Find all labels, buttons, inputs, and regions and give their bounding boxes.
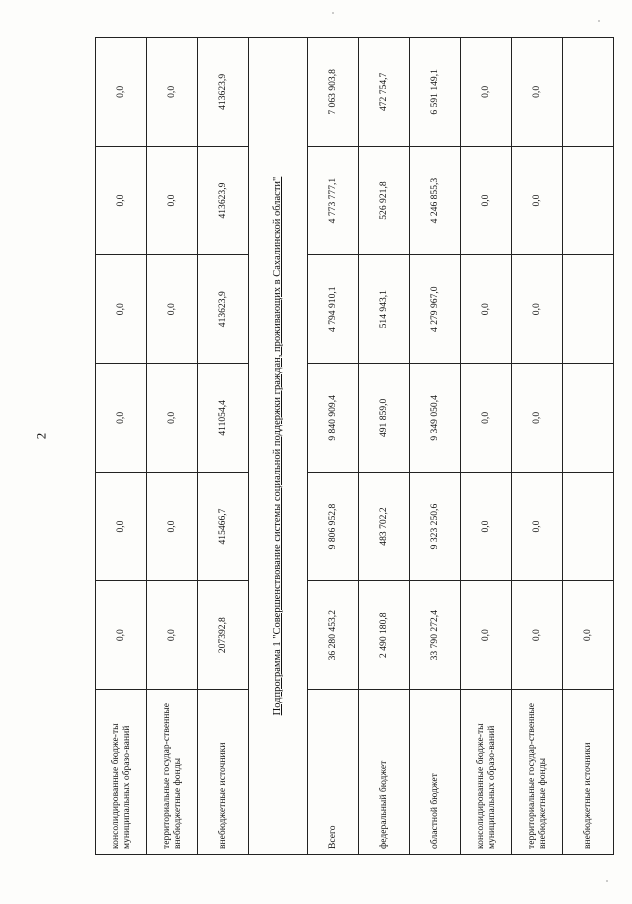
row-label: федеральный бюджет	[359, 690, 410, 855]
table-cell: 413623,9	[198, 255, 249, 364]
table-row	[461, 38, 512, 855]
rotated-table-wrapper	[95, 37, 620, 855]
table-cell: 0,0	[147, 146, 198, 255]
table-cell: 0,0	[96, 146, 147, 255]
row-label: консолидированные бюдже-ты муниципальных образо-ваний	[96, 690, 147, 855]
table-cell	[563, 364, 614, 473]
table-cell: 472 754,7	[359, 38, 410, 147]
table-cell: 0,0	[512, 581, 563, 690]
page-number: 2	[33, 432, 49, 440]
row-label: областной бюджет	[410, 690, 461, 855]
table-row	[147, 38, 198, 855]
table-cell: 0,0	[461, 146, 512, 255]
table-row	[308, 38, 359, 855]
table-cell: 413623,9	[198, 146, 249, 255]
table-cell: 491 859,0	[359, 364, 410, 473]
table-cell: 9 840 909,4	[308, 364, 359, 473]
table-cell: 0,0	[96, 581, 147, 690]
table-cell: 0,0	[461, 38, 512, 147]
table-cell	[563, 146, 614, 255]
table-cell: 33 790 272,4	[410, 581, 461, 690]
table-cell: 2 490 180,8	[359, 581, 410, 690]
table-cell: 0,0	[147, 581, 198, 690]
table-row	[96, 38, 147, 855]
table-row	[359, 38, 410, 855]
table-cell: 526 921,8	[359, 146, 410, 255]
row-label: Всего	[308, 690, 359, 855]
table-cell: 413623,9	[198, 38, 249, 147]
table-cell: 0,0	[96, 255, 147, 364]
table-cell: 9 323 250,6	[410, 472, 461, 581]
table-row	[410, 38, 461, 855]
table-cell: 514 943,1	[359, 255, 410, 364]
scan-speck	[332, 12, 334, 14]
table-cell: 4 773 777,1	[308, 146, 359, 255]
row-label: внебюджетные источники	[198, 690, 249, 855]
table-cell: 4 246 855,3	[410, 146, 461, 255]
subprogram-title: Подпрограмма 1 "Совершенствование системы социальной поддержки граждан, проживающих в Сахалинской области"	[249, 38, 308, 855]
table-cell: 6 591 149,1	[410, 38, 461, 147]
table-cell	[563, 255, 614, 364]
table-cell: 0,0	[461, 581, 512, 690]
table-row	[512, 38, 563, 855]
table-cell: 0,0	[512, 472, 563, 581]
table-cell: 0,0	[96, 472, 147, 581]
table-cell	[563, 472, 614, 581]
row-label: консолидированные бюдже-ты муниципальных образо-ваний	[461, 690, 512, 855]
table-cell: 0,0	[96, 38, 147, 147]
table-cell: 9 806 952,8	[308, 472, 359, 581]
table-cell: 0,0	[461, 364, 512, 473]
table-cell: 483 702,2	[359, 472, 410, 581]
table-row	[198, 38, 249, 855]
table-cell: 9 349 050,4	[410, 364, 461, 473]
table-cell: 0,0	[512, 364, 563, 473]
table-cell: 0,0	[512, 146, 563, 255]
table-cell: 7 063 903,8	[308, 38, 359, 147]
table-cell: 0,0	[512, 255, 563, 364]
scan-speck	[606, 880, 608, 882]
table-cell: 415466,7	[198, 472, 249, 581]
row-label: внебюджетные источники	[563, 690, 614, 855]
table-cell	[563, 38, 614, 147]
table-cell: 0,0	[461, 255, 512, 364]
table-cell: 0,0	[147, 472, 198, 581]
table-cell: 411054,4	[198, 364, 249, 473]
table-cell: 0,0	[461, 472, 512, 581]
subprogram-header-row	[249, 38, 308, 855]
table-cell: 0,0	[563, 581, 614, 690]
table-row	[563, 38, 614, 855]
table-cell: 207392,8	[198, 581, 249, 690]
scan-speck	[598, 20, 600, 22]
budget-table	[95, 37, 614, 855]
table-cell: 0,0	[147, 38, 198, 147]
table-cell: 4 279 967,0	[410, 255, 461, 364]
table-cell: 36 280 453,2	[308, 581, 359, 690]
row-label: территориальные государ-ственные внебюджетные фонды	[147, 690, 198, 855]
table-cell: 0,0	[147, 255, 198, 364]
table-cell: 0,0	[512, 38, 563, 147]
table-cell: 4 794 910,1	[308, 255, 359, 364]
table-cell: 0,0	[96, 364, 147, 473]
row-label: территориальные государ-ственные внебюджетные фонды	[512, 690, 563, 855]
table-cell: 0,0	[147, 364, 198, 473]
